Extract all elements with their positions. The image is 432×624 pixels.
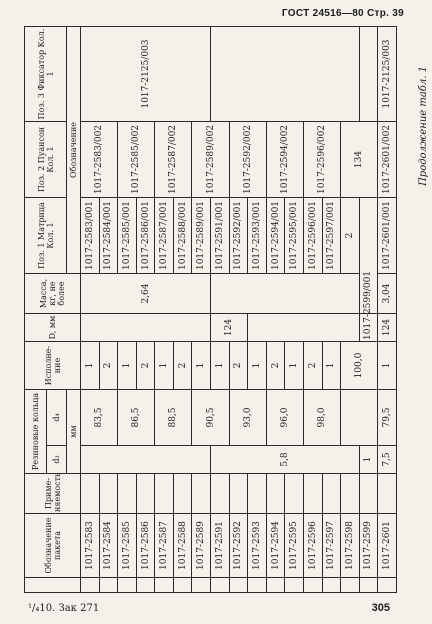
cell-pos1: 1017-2601/001 — [378, 198, 397, 274]
row-spacer — [229, 578, 248, 593]
table-row — [378, 27, 397, 593]
header-oboznachenie: Обозначение — [67, 27, 81, 274]
cell-applicability — [136, 474, 155, 514]
rotated-table — [24, 27, 397, 593]
document-header: ГОСТ 24516—80 Стр. 39 — [281, 8, 404, 19]
cell-applicability — [155, 474, 174, 514]
page-number: 305 — [371, 602, 390, 614]
row-spacer — [359, 578, 378, 593]
cell-pos2: 1017-2585/002 — [118, 122, 155, 198]
cell-code: 1017-2583 — [81, 514, 100, 578]
row-spacer — [99, 578, 118, 593]
cell-applicability — [359, 474, 378, 514]
cell-mass — [211, 274, 360, 314]
cell-pos1: 1017-2587/001 — [155, 198, 174, 274]
cell-exec: 2 — [303, 342, 322, 390]
cell-D: 124 — [211, 314, 248, 342]
cell-pos3: 1017-2125/003 — [378, 27, 397, 122]
cell-pos2: 1017-2601/002 — [378, 122, 397, 198]
header-designation: Обозначение пакета — [25, 514, 81, 578]
cell-applicability — [303, 474, 322, 514]
cell-exec: 1 — [359, 446, 378, 474]
cell-pos1: 1017-2588/001 — [173, 198, 192, 274]
cell-code: 1017-2594 — [266, 514, 285, 578]
cell-exec: 1 — [192, 342, 211, 390]
cell-pos3 — [211, 27, 360, 122]
cell-d4: 86,5 — [118, 390, 155, 446]
cell-d4: 88,5 — [155, 390, 192, 446]
cell-pos1: 1017-2591/001 — [211, 198, 230, 274]
cell-exec: 2 — [229, 342, 248, 390]
cell-D: 134 — [341, 122, 378, 198]
cell-pos2: 1017-2583/002 — [81, 122, 118, 198]
cell-pos1: 1017-2599/001 — [359, 314, 378, 342]
cell-mass: 2,64 — [81, 274, 211, 314]
footer-order-number: ¹/₄10. Зак 271 — [28, 603, 100, 614]
cell-exec: 2 — [266, 342, 285, 390]
row-spacer — [192, 578, 211, 593]
table-row — [81, 27, 100, 593]
cell-exec: 1 — [211, 342, 230, 390]
cell-exec: 2 — [136, 342, 155, 390]
header-mm: мм — [67, 390, 81, 474]
cell-applicability — [248, 474, 267, 514]
cell-pos1: 1017-2594/001 — [266, 198, 285, 274]
cell-pos2: 1017-2592/002 — [229, 122, 266, 198]
cell-d4: 96,0 — [266, 390, 303, 446]
header-d3: d₃ — [47, 446, 67, 474]
cell-pos1: 1017-2586/001 — [136, 198, 155, 274]
header-pos2: Поз. 2 Пуансон Кол. 1 — [25, 122, 67, 198]
cell-exec: 2 — [173, 342, 192, 390]
row-spacer — [285, 578, 304, 593]
cell-applicability — [211, 474, 230, 514]
row-spacer — [248, 578, 267, 593]
cell-applicability — [378, 474, 397, 514]
header-pos3: Поз. 3 Фиксатор Кол. 1 — [25, 27, 67, 122]
cell-code: 1017-2595 — [285, 514, 304, 578]
header-rubber-rings: Резиновые кольца — [25, 390, 47, 474]
cell-exec: 1 — [81, 342, 100, 390]
cell-code: 1017-2597 — [322, 514, 341, 578]
cell-D — [81, 314, 211, 342]
cell-d4: 79,5 — [378, 390, 397, 446]
cell-pos1: 1017-2589/001 — [192, 198, 211, 274]
cell-d3: 7,5 — [378, 446, 397, 474]
cell-pos1: 1017-2596/001 — [303, 198, 322, 274]
cell-applicability — [81, 474, 100, 514]
cell-d3: 5,8 — [211, 446, 360, 474]
cell-d3 — [341, 390, 378, 446]
table-continuation-label: Продолжение табл. 1 — [418, 66, 429, 186]
row-spacer — [266, 578, 285, 593]
cell-code: 1017-2584 — [99, 514, 118, 578]
cell-applicability — [266, 474, 285, 514]
cell-exec: 1 — [285, 342, 304, 390]
table-row — [211, 27, 230, 593]
cell-exec: 1 — [378, 342, 397, 390]
cell-applicability — [173, 474, 192, 514]
cell-d4: 100,0 — [341, 342, 378, 390]
header-pos1: Поз. 1 Матрица Кол. 1 — [25, 198, 67, 274]
header-row-spacer — [25, 578, 81, 593]
cell-d3 — [81, 446, 211, 474]
row-spacer — [81, 578, 100, 593]
cell-pos1: 1017-2593/001 — [248, 198, 267, 274]
row-spacer — [118, 578, 137, 593]
header-execution: Исполне-ние — [25, 342, 81, 390]
row-spacer — [136, 578, 155, 593]
cell-applicability — [341, 474, 360, 514]
row-spacer — [322, 578, 341, 593]
cell-pos3: 1017-2125/003 — [81, 27, 211, 122]
cell-exec: 1 — [118, 342, 137, 390]
header-D: D, мм — [25, 314, 81, 342]
cell-D: 124 — [378, 314, 397, 342]
cell-pos2: 1017-2596/002 — [303, 122, 340, 198]
cell-exec: 1 — [155, 342, 174, 390]
cell-code: 1017-2591 — [211, 514, 230, 578]
cell-applicability — [192, 474, 211, 514]
parts-table — [24, 26, 397, 593]
cell-code: 1017-2596 — [303, 514, 322, 578]
cell-d4: 90,5 — [192, 390, 229, 446]
cell-pos1: 1017-2584/001 — [99, 198, 118, 274]
cell-code: 1017-2601 — [378, 514, 397, 578]
cell-exec: 2 — [341, 198, 360, 274]
cell-d4: 98,0 — [303, 390, 340, 446]
rotated-table-area — [24, 27, 397, 593]
cell-pos2: 1017-2589/002 — [192, 122, 229, 198]
header-d4: d₄ — [47, 390, 67, 446]
cell-code: 1017-2588 — [173, 514, 192, 578]
cell-code: 1017-2586 — [136, 514, 155, 578]
cell-pos1: 1017-2595/001 — [285, 198, 304, 274]
cell-applicability — [285, 474, 304, 514]
table-row — [359, 27, 378, 593]
cell-applicability — [229, 474, 248, 514]
cell-code: 1017-2585 — [118, 514, 137, 578]
cell-mass: 3,04 — [378, 274, 397, 314]
row-spacer — [378, 578, 397, 593]
cell-code: 1017-2592 — [229, 514, 248, 578]
row-spacer — [173, 578, 192, 593]
cell-exec: 1 — [322, 342, 341, 390]
cell-pos1: 1017-2597/001 — [322, 198, 341, 274]
row-spacer — [211, 578, 230, 593]
row-spacer — [341, 578, 360, 593]
cell-exec: 2 — [99, 342, 118, 390]
cell-d4: 93,0 — [229, 390, 266, 446]
row-spacer — [155, 578, 174, 593]
cell-applicability — [322, 474, 341, 514]
cell-exec: 1 — [248, 342, 267, 390]
cell-applicability — [118, 474, 137, 514]
cell-code: 1017-2587 — [155, 514, 174, 578]
cell-pos1: 1017-2585/001 — [118, 198, 137, 274]
header-mass: Масса, кг, не более — [25, 274, 81, 314]
row-spacer — [303, 578, 322, 593]
header-applicability: Приме-няемость — [25, 474, 81, 514]
cell-applicability — [99, 474, 118, 514]
cell-d4: 83,5 — [81, 390, 118, 446]
cell-code: 1017-2593 — [248, 514, 267, 578]
cell-pos2: 1017-2587/002 — [155, 122, 192, 198]
cell-pos1: 1017-2592/001 — [229, 198, 248, 274]
cell-code: 1017-2598 — [341, 514, 360, 578]
cell-D — [248, 314, 359, 342]
cell-code: 1017-2589 — [192, 514, 211, 578]
cell-pos2: 1017-2594/002 — [266, 122, 303, 198]
cell-code: 1017-2599 — [359, 514, 378, 578]
cell-pos1: 1017-2583/001 — [81, 198, 100, 274]
